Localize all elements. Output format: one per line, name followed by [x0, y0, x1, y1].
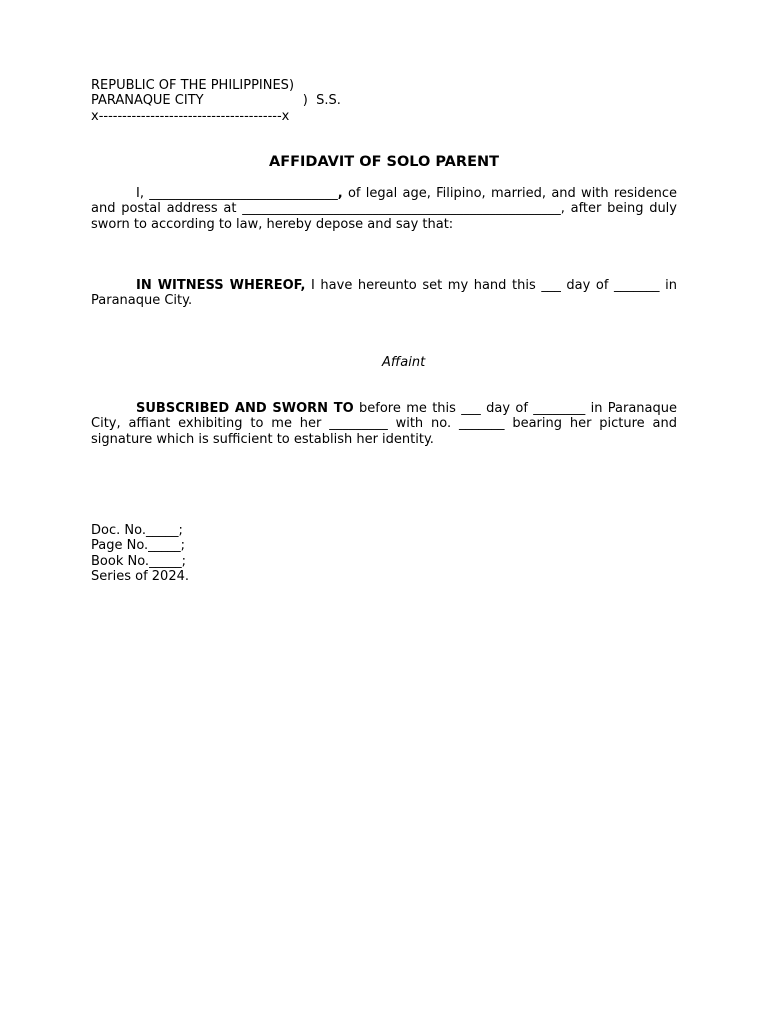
affiant-statement-paragraph	[91, 186, 677, 232]
venue-republic-line: REPUBLIC OF THE PHILIPPINES)	[91, 78, 295, 93]
affiant-signature-label: Affaint	[382, 355, 426, 370]
venue-header	[91, 78, 677, 124]
venue-divider-line: x---------------------------------------x	[91, 108, 290, 124]
witness-whereof-heading: IN WITNESS WHEREOF,	[136, 278, 306, 293]
venue-city-line: PARANAQUE CITY ) S.S.	[91, 93, 341, 109]
affiant-details-text: of legal age, Filipino, married, and with residence and postal address at _________________________________________________, after being duly sworn to according to law, hereby depose and say that:	[91, 186, 677, 232]
witness-paragraph	[91, 278, 677, 309]
jurat-paragraph	[91, 401, 677, 447]
bold-comma: ,	[337, 186, 343, 201]
jurat-text: before me this ___ day of ________ in Paranaque City, affiant exhibiting to me her _________ with no. _______ bearing her picture and signature which is sufficient to establish her identity.	[91, 401, 678, 447]
document-title: AFFIDAVIT OF SOLO PARENT	[268, 154, 500, 170]
subscribed-sworn-heading: SUBSCRIBED AND SWORN TO	[136, 401, 354, 416]
book-no-line: Book No._____;	[91, 553, 186, 569]
doc-no-line: Doc. No._____;	[91, 523, 183, 538]
series-line: Series of 2024.	[91, 569, 189, 585]
affiant-name-blank: I, _____________________________	[136, 186, 338, 201]
notarial-register-block	[91, 523, 677, 585]
witness-text: I have hereunto set my hand this ___ day of _______ in Paranaque City.	[91, 278, 677, 309]
page-no-line: Page No._____;	[91, 538, 186, 554]
